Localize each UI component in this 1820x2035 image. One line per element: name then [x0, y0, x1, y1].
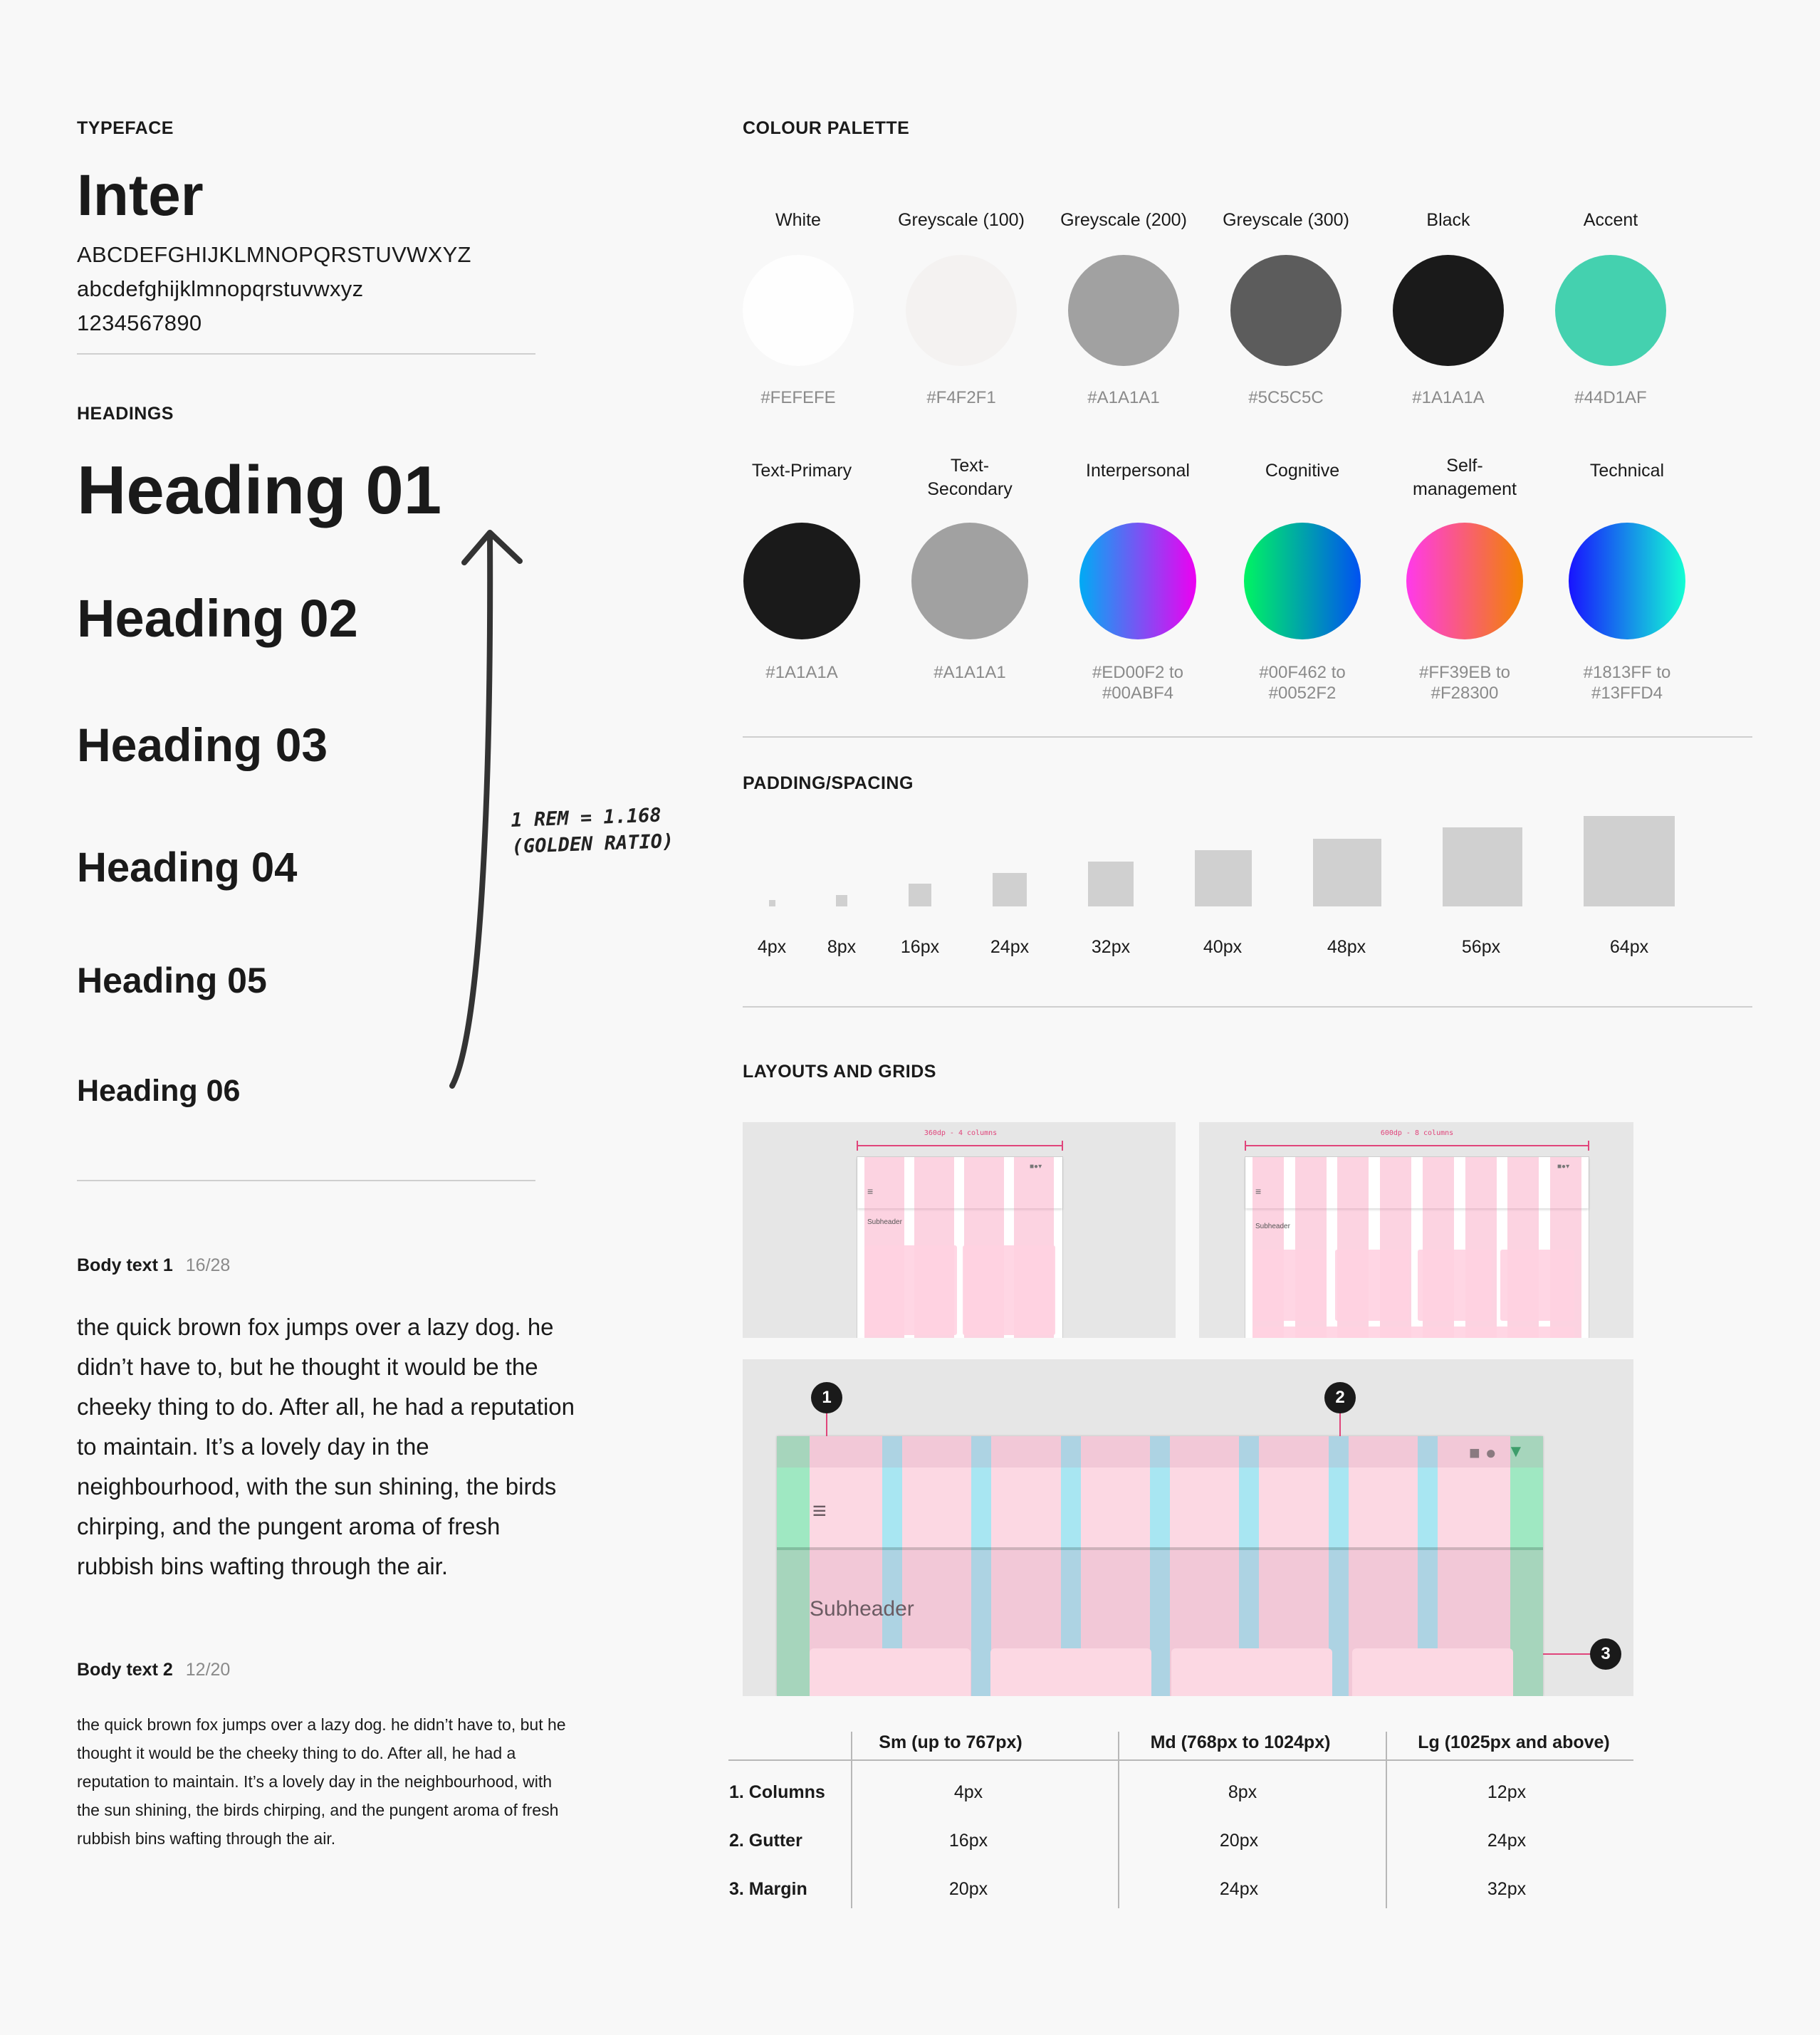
golden-ratio-annotation: 1 REM = 1.168 (GOLDEN RATIO) — [510, 804, 674, 858]
spacing-label: PADDING/SPACING — [743, 773, 914, 793]
body-text-2-sample: the quick brown fox jumps over a lazy dog. he didn’t have to, but he thought it would be the cheeky thing to do. After all, he had a reputation to maintain. It’s a lovely day in the neighbourhood, with the sun shining, the birds chirping, and the pungent aroma of fresh rubbish bins wafting through the air. — [77, 1715, 566, 1848]
spacing-label-56: 56px — [1461, 937, 1501, 957]
divider — [77, 1180, 535, 1181]
table-cell: 20px — [948, 1879, 988, 1899]
swatch-hex: #1A1A1A — [765, 663, 838, 682]
small-grid-preview — [743, 1122, 1176, 1338]
swatch-circle — [1555, 255, 1666, 366]
swatch-name: Technical — [1589, 461, 1665, 481]
table-header-sm: Sm (up to 767px) — [879, 1732, 1023, 1752]
swatch-text-secondary — [891, 451, 1048, 683]
spacing-label-64: 64px — [1609, 937, 1649, 957]
swatch-name: Cognitive — [1265, 461, 1340, 481]
card — [1418, 1250, 1492, 1321]
swatch-name: Self-management — [1413, 456, 1517, 499]
spacing-label-48: 48px — [1327, 937, 1366, 957]
swatch-hex: #1A1A1A — [1412, 388, 1485, 407]
marker-line — [1543, 1653, 1593, 1655]
swatch-circle — [743, 255, 854, 366]
subheader-text: Subheader — [1255, 1223, 1290, 1230]
body-text-2-meta: 12/20 — [185, 1660, 231, 1680]
body-text-1-sample: the quick brown fox jumps over a lazy dog. he didn’t have to, but he thought it would be the cheeky thing to do. After all, he had a reputation to maintain. It’s a lovely day in the neighbourhood, with the sun shining, the birds chirping, and the pungent aroma of fresh rubbish bins wafting through the air. — [77, 1314, 575, 1579]
body-text-1-title-row — [77, 1255, 230, 1276]
heading-06-sample: Heading 06 — [77, 1074, 241, 1108]
table-header-md: Md (768px to 1024px) — [1150, 1732, 1331, 1752]
spacing-64-box — [1584, 816, 1675, 906]
table-row-label-gutter: 2. Gutter — [729, 1831, 802, 1851]
typeface-label: TYPEFACE — [77, 118, 174, 138]
card — [1352, 1648, 1513, 1696]
table-cell: 8px — [1228, 1782, 1257, 1802]
heading-03-sample: Heading 03 — [77, 718, 328, 771]
body-text-1-title: Body text 1 — [77, 1255, 173, 1275]
swatch-greyscale-200 — [1045, 182, 1202, 408]
swatch-name: Greyscale (200) — [1060, 210, 1187, 230]
swatch-hex: #5C5C5C — [1248, 388, 1324, 407]
spacing-label-8: 8px — [827, 937, 857, 957]
swatch-circle — [1569, 523, 1685, 639]
spacing-label-40: 40px — [1203, 937, 1243, 957]
swatch-circle — [1406, 523, 1523, 639]
subheader-text: Subheader — [810, 1597, 914, 1621]
spacing-label-16: 16px — [900, 937, 940, 957]
marker-3-badge: 3 — [1590, 1638, 1621, 1670]
table-cell: 24px — [1219, 1879, 1259, 1899]
swatch-name: Accent — [1583, 210, 1638, 230]
status-icons: ■●▾ — [1557, 1163, 1570, 1171]
swatch-name: White — [775, 210, 821, 230]
width-indicator-tick — [1062, 1141, 1063, 1151]
swatch-technical — [1549, 451, 1705, 703]
width-indicator — [1245, 1145, 1589, 1146]
desktop-frame — [777, 1436, 1543, 1696]
menu-icon: ≡ — [1255, 1186, 1262, 1197]
medium-grid-caption: 600dp - 8 columns — [1380, 1129, 1454, 1137]
body-text-1-meta: 16/28 — [185, 1255, 231, 1275]
menu-icon: ≡ — [867, 1186, 874, 1197]
swatch-accent — [1532, 182, 1689, 408]
spacing-16-box — [909, 884, 931, 906]
card — [990, 1648, 1151, 1696]
swatch-greyscale-100 — [883, 182, 1040, 408]
table-cell: 16px — [948, 1831, 988, 1851]
width-indicator — [857, 1145, 1063, 1146]
tablet-frame — [1245, 1156, 1589, 1338]
swatch-hex: #44D1AF — [1574, 388, 1647, 407]
swatch-name: Greyscale (100) — [898, 210, 1025, 230]
table-cell: 20px — [1219, 1831, 1259, 1851]
table-row-label-columns: 1. Columns — [729, 1782, 825, 1802]
heading-05-sample: Heading 05 — [77, 961, 267, 1000]
phone-frame — [857, 1156, 1063, 1338]
swatch-circle — [1244, 523, 1361, 639]
card — [1252, 1250, 1327, 1321]
table-header-lg: Lg (1025px and above) — [1418, 1732, 1610, 1752]
heading-01-sample: Heading 01 — [77, 452, 442, 528]
spacing-label-32: 32px — [1091, 937, 1131, 957]
marker-2-badge: 2 — [1324, 1382, 1356, 1413]
table-cell: 12px — [1487, 1782, 1527, 1802]
typeface-uppercase: ABCDEFGHIJKLMNOPQRSTUVWXYZ — [77, 242, 471, 267]
swatch-black — [1370, 182, 1527, 408]
swatch-hex: #A1A1A1 — [1087, 388, 1160, 407]
swatch-circle — [1230, 255, 1342, 366]
swatch-greyscale-300 — [1208, 182, 1364, 408]
table-header-rule — [728, 1759, 1633, 1761]
swatch-hex: #1813FF to #13FFD4 — [1583, 663, 1671, 703]
width-indicator-tick — [857, 1141, 858, 1151]
spacing-40-box — [1195, 850, 1252, 906]
typeface-lowercase: abcdefghijklmnopqrstuvwxyz — [77, 276, 364, 301]
divider — [743, 736, 1752, 738]
swatch-name: Text-Primary — [751, 461, 852, 481]
swatch-name: Greyscale (300) — [1223, 210, 1349, 230]
large-grid-preview — [743, 1359, 1633, 1696]
table-cell: 4px — [953, 1782, 983, 1802]
divider — [77, 353, 535, 355]
typeface-name: Inter — [77, 163, 204, 228]
swatch-hex: #00F462 to #0052F2 — [1259, 663, 1346, 703]
swatch-circle — [1393, 255, 1504, 366]
colour-palette-label: COLOUR PALETTE — [743, 118, 910, 138]
swatch-circle — [906, 255, 1017, 366]
swatch-self-management — [1386, 451, 1543, 703]
headings-label: HEADINGS — [77, 404, 174, 424]
card — [1500, 1250, 1574, 1321]
divider — [743, 1006, 1752, 1008]
spacing-label-4: 4px — [757, 937, 787, 957]
swatch-circle — [1068, 255, 1179, 366]
card — [963, 1245, 1055, 1335]
heading-02-sample: Heading 02 — [77, 589, 358, 648]
spacing-32-box — [1088, 862, 1134, 906]
subheader-text: Subheader — [867, 1218, 902, 1226]
swatch-circle — [1079, 523, 1196, 639]
spacing-8-box — [836, 895, 847, 906]
swatch-text-primary — [723, 451, 880, 683]
card — [864, 1245, 957, 1335]
spacing-24-box — [993, 873, 1027, 906]
card — [1171, 1648, 1332, 1696]
swatch-circle — [743, 523, 860, 639]
dropdown-triangle-icon: ▼ — [1507, 1442, 1524, 1461]
swatch-name: Interpersonal — [1086, 461, 1190, 481]
status-bar — [777, 1436, 1543, 1468]
swatch-white — [720, 182, 877, 408]
swatch-name: Black — [1426, 210, 1470, 230]
spacing-48-box — [1313, 839, 1381, 906]
card-row — [1252, 1327, 1574, 1338]
table-cell: 24px — [1487, 1831, 1527, 1851]
table-row-label-margin: 3. Margin — [729, 1879, 807, 1899]
card — [1335, 1250, 1409, 1321]
spacing-label-24: 24px — [990, 937, 1030, 957]
status-icons: ■●▾ — [1030, 1163, 1042, 1171]
body-text-2-title-row — [77, 1660, 230, 1680]
small-grid-caption: 360dp - 4 columns — [924, 1129, 998, 1137]
app-bar-shadow — [777, 1547, 1543, 1550]
heading-04-sample: Heading 04 — [77, 844, 298, 891]
spacing-56-box — [1443, 827, 1522, 906]
swatch-cognitive — [1224, 451, 1381, 703]
swatch-circle — [911, 523, 1028, 639]
spacing-4-box — [769, 900, 775, 906]
body-text-2-title: Body text 2 — [77, 1660, 173, 1680]
swatch-hex: #A1A1A1 — [933, 663, 1006, 682]
swatch-hex: #F4F2F1 — [926, 388, 996, 407]
swatch-hex: #ED00F2 to #00ABF4 — [1092, 663, 1184, 703]
table-cell: 32px — [1487, 1879, 1527, 1899]
typeface-digits: 1234567890 — [77, 310, 202, 335]
status-icons: ■ ● — [1469, 1442, 1497, 1463]
swatch-hex: #FF39EB to #F28300 — [1418, 663, 1511, 703]
medium-grid-preview — [1199, 1122, 1633, 1338]
marker-1-badge: 1 — [811, 1382, 842, 1413]
swatch-hex: #FEFEFE — [760, 388, 836, 407]
card — [810, 1648, 971, 1696]
menu-icon: ≡ — [812, 1497, 827, 1524]
swatch-name: Text-Secondary — [927, 456, 1013, 499]
width-indicator-tick — [1588, 1141, 1589, 1151]
width-indicator-tick — [1245, 1141, 1246, 1151]
layouts-label: LAYOUTS AND GRIDS — [743, 1062, 936, 1082]
swatch-interpersonal — [1060, 451, 1216, 703]
